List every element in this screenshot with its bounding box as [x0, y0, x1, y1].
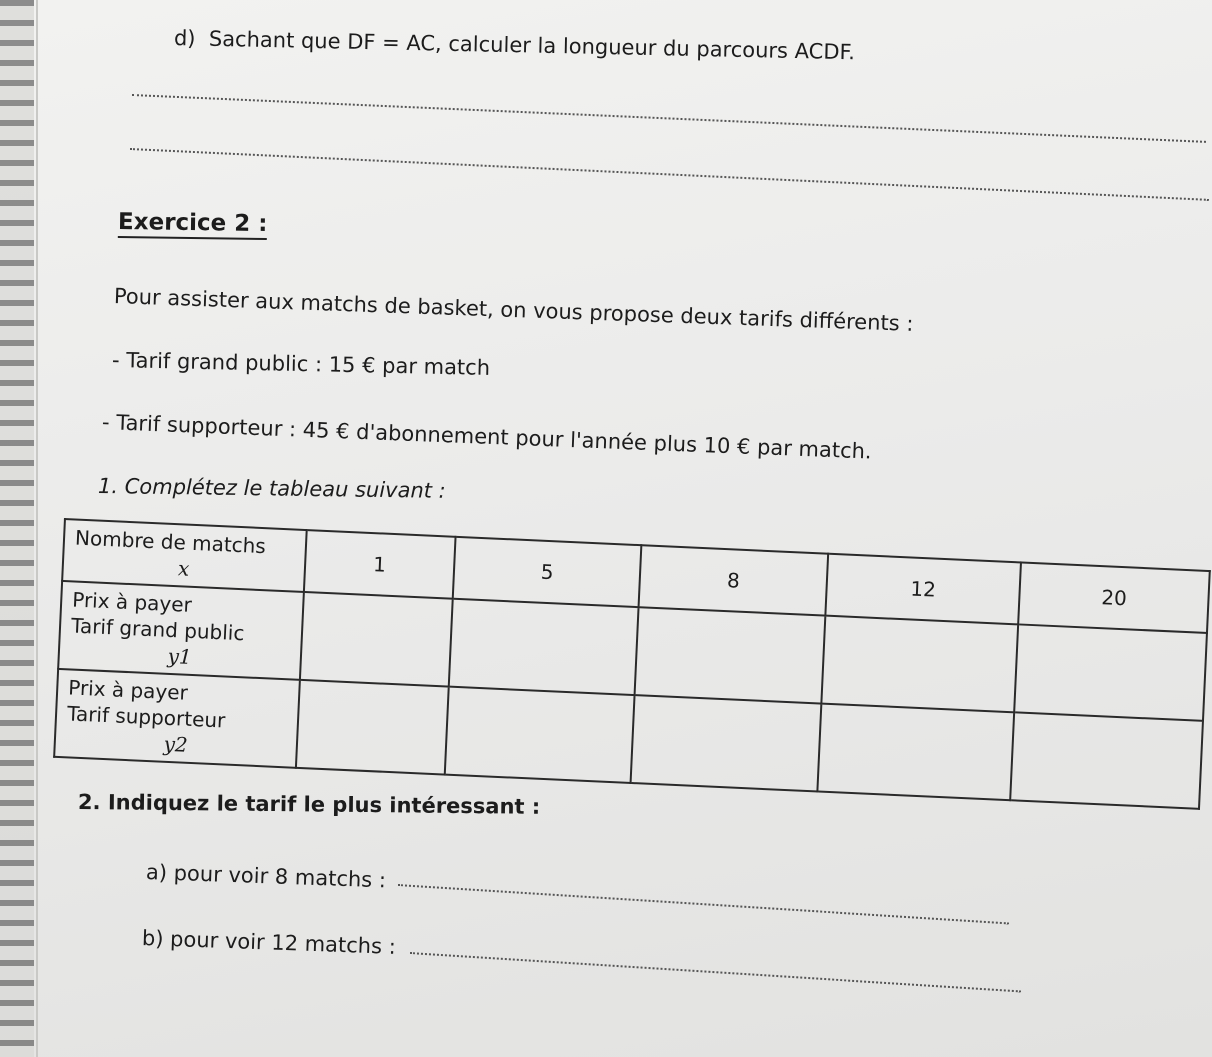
answer-line-d-1	[132, 94, 1206, 143]
exercise-title: Exercice 2 :	[118, 209, 268, 240]
question-d	[174, 26, 855, 64]
table-cell: 12	[825, 554, 1021, 625]
paper-edge	[36, 0, 38, 1057]
table-cell-empty[interactable]	[1014, 624, 1206, 720]
question-2a: a) pour voir 8 matchs :	[145, 860, 387, 893]
row-header-supporter	[54, 669, 299, 768]
row-header-label: Prix à payer	[71, 587, 193, 617]
table-cell-empty[interactable]	[635, 607, 825, 703]
row-variable: y1	[167, 643, 193, 669]
answer-line-2b[interactable]	[410, 952, 1021, 992]
table-cell-empty[interactable]	[817, 704, 1014, 801]
row-variable: x	[177, 556, 190, 581]
answer-line-d-2	[130, 148, 1209, 201]
table-cell-empty[interactable]	[821, 616, 1018, 713]
row-header-label: Tarif supporteur	[66, 701, 226, 733]
table-cell: 20	[1018, 562, 1209, 632]
question-d-label: d)	[173, 26, 196, 51]
tariff-supporter: - Tarif supporteur : 45 € d'abonnement pour l'année plus 10 € par match.	[101, 410, 873, 464]
table-cell-empty[interactable]	[296, 680, 449, 775]
table-cell-empty[interactable]	[1010, 712, 1202, 808]
question-d-text: Sachant que DF = AC, calculer la longueur du parcours ACDF.	[208, 26, 856, 65]
row-header-label: Nombre de matchs	[74, 525, 267, 559]
table-cell: 5	[453, 537, 642, 607]
binder-edge	[0, 0, 34, 1057]
row-header-matches	[62, 519, 306, 592]
row-header-public	[58, 581, 303, 680]
table-cell-empty[interactable]	[631, 695, 821, 791]
row-header-label: Tarif grand public	[70, 613, 245, 646]
question-2b: b) pour voir 12 matchs :	[141, 926, 397, 959]
row-variable: y2	[163, 731, 189, 757]
row-header-label: Prix à payer	[67, 675, 189, 705]
tariff-public: - Tarif grand public : 15 € par match	[111, 348, 491, 380]
price-table	[53, 518, 1211, 810]
table-cell: 8	[639, 545, 828, 615]
answer-line-2a[interactable]	[398, 884, 1009, 924]
table-cell-empty[interactable]	[445, 687, 635, 783]
table-cell: 1	[304, 530, 456, 599]
question-2: 2. Indiquez le tarif le plus intéressant :	[77, 790, 541, 819]
table-cell-empty[interactable]	[449, 599, 639, 695]
exercise-intro: Pour assister aux matchs de basket, on vous propose deux tarifs différents :	[113, 284, 914, 336]
table-cell-empty[interactable]	[300, 592, 453, 687]
question-1: 1. Complétez le tableau suivant :	[97, 474, 446, 503]
